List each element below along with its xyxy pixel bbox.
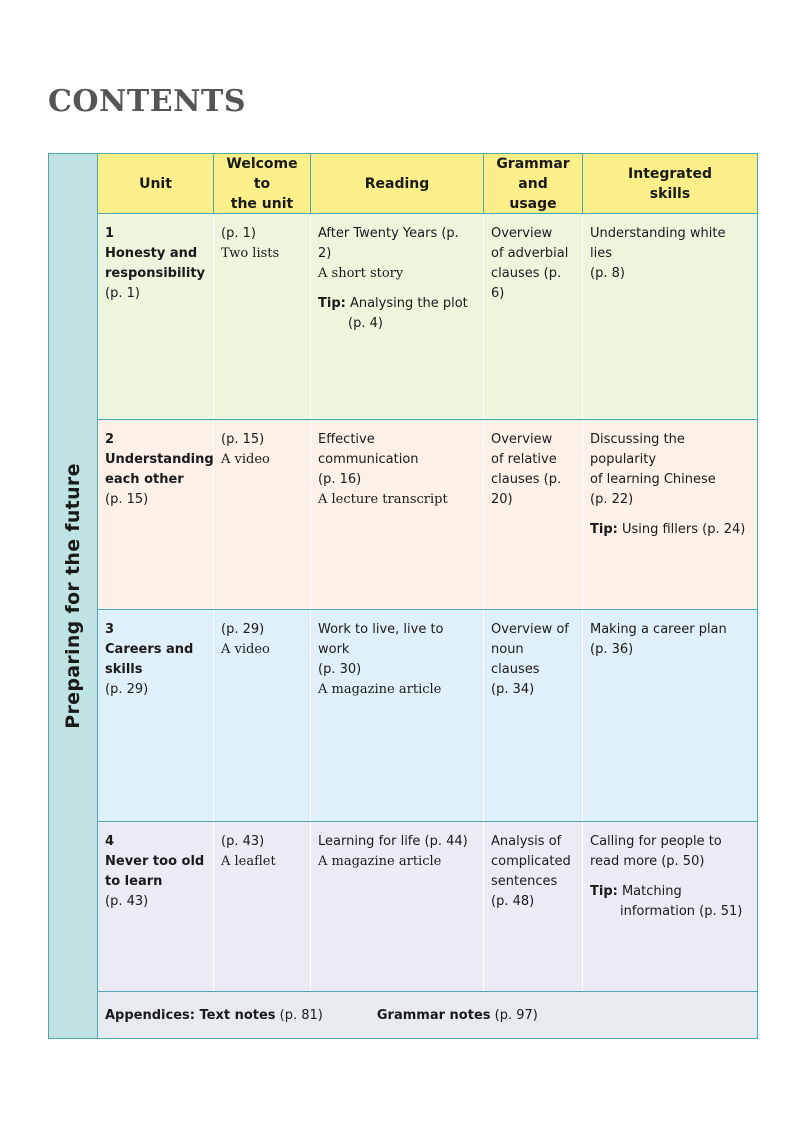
unit-number: 2: [105, 432, 115, 447]
reading-cell: [311, 610, 484, 821]
unit-row-1: [98, 214, 757, 420]
unit-row-4: [98, 822, 757, 992]
grammar-cell: [484, 214, 583, 419]
header-unit-text: Unit: [139, 175, 172, 192]
unit-number: 3: [105, 622, 115, 637]
unit-number: 1: [105, 226, 115, 241]
unit-page: (p. 29): [105, 682, 149, 697]
unit-cell: [98, 420, 214, 609]
unit-name: Honesty and: [105, 246, 198, 261]
reading-title: Effective communication: [318, 432, 419, 467]
reading-cell: [311, 420, 484, 609]
header-welcome-text: Welcome to the unit: [226, 155, 298, 212]
welcome-cell: [214, 420, 311, 609]
tip-label: Tip:: [590, 884, 618, 899]
unit-cell: [98, 822, 214, 991]
reading-cell: [311, 822, 484, 991]
grammar-line: of relative: [491, 452, 557, 467]
tip-text: Using fillers (p. 24): [617, 522, 746, 537]
appendices-row: [98, 992, 757, 1038]
tip-text: Matching: [617, 884, 682, 899]
grammar-line: clauses (p. 20): [491, 472, 562, 507]
unit-name: skills: [105, 662, 143, 677]
side-label: Preparing for the future: [62, 463, 84, 729]
skills-cell: [583, 420, 757, 609]
grammar-notes-page: (p. 97): [490, 1008, 538, 1023]
tip-text: Analysing the plot: [345, 296, 468, 311]
grammar-line: sentences: [491, 874, 558, 889]
skills-line: Making a career plan: [590, 622, 727, 637]
skills-tip: [590, 882, 750, 902]
header-welcome: [214, 154, 311, 213]
header-reading: [311, 154, 484, 213]
skills-line: Calling for people to: [590, 834, 722, 849]
text-notes: Text notes: [194, 1008, 276, 1023]
unit-page: (p. 15): [105, 492, 149, 507]
reading-tip: [318, 294, 476, 314]
reading-title: Work to live, live to work: [318, 622, 444, 657]
header-skills-text: Integrated skills: [628, 165, 712, 202]
tip-text-continued: information (p. 51): [620, 904, 743, 919]
unit-name: Careers and: [105, 642, 194, 657]
welcome-cell: [214, 610, 311, 821]
welcome-text: A video: [221, 642, 270, 657]
grammar-cell: [484, 822, 583, 991]
unit-page: (p. 43): [105, 894, 149, 909]
tip-label: Tip:: [590, 522, 618, 537]
unit-name: Never too old: [105, 854, 205, 869]
unit-name: responsibility: [105, 266, 206, 281]
appendices-label: Appendices:: [105, 1008, 195, 1023]
header-skills: [583, 154, 757, 213]
grammar-line: Overview of: [491, 622, 569, 637]
unit-number: 4: [105, 834, 115, 849]
reading-type: A lecture transcript: [318, 492, 448, 507]
header-grammar-text: Grammar and usage: [496, 155, 570, 212]
reading-title: After Twenty Years (p. 2): [318, 226, 459, 261]
grammar-cell: [484, 610, 583, 821]
skills-tip: [590, 520, 750, 540]
unit-cell: [98, 214, 214, 419]
reading-type: A short story: [318, 266, 404, 281]
unit-name: Understanding: [105, 452, 214, 467]
tip-label: Tip:: [318, 296, 346, 311]
skills-line: (p. 36): [590, 642, 634, 657]
welcome-text: A video: [221, 452, 270, 467]
grammar-line: (p. 34): [491, 682, 535, 697]
grammar-line: clauses (p. 6): [491, 266, 562, 301]
skills-line: (p. 22): [590, 492, 634, 507]
reading-type: A magazine article: [318, 682, 442, 697]
unit-cell: [98, 610, 214, 821]
reading-title: Learning for life (p. 44): [318, 834, 468, 849]
side-band: [49, 154, 98, 1038]
contents-grid: [98, 154, 757, 1038]
welcome-text: A leaflet: [221, 854, 276, 869]
grammar-line: Overview: [491, 432, 553, 447]
grammar-line: Overview: [491, 226, 553, 241]
unit-row-2: [98, 420, 757, 610]
header-reading-text: Reading: [364, 175, 430, 192]
page-title: CONTENTS: [48, 84, 247, 119]
grammar-line: complicated: [491, 854, 571, 869]
welcome-page: (p. 29): [221, 622, 265, 637]
appendices-line: [98, 992, 538, 1038]
skills-line: Discussing the popularity: [590, 432, 685, 467]
welcome-page: (p. 15): [221, 432, 265, 447]
unit-name: to learn: [105, 874, 163, 889]
header-unit: [98, 154, 214, 213]
unit-name: each other: [105, 472, 184, 487]
reading-cell: [311, 214, 484, 419]
welcome-page: (p. 1): [221, 226, 256, 241]
tip-page: (p. 4): [348, 316, 383, 331]
skills-line: of learning Chinese: [590, 472, 716, 487]
skills-line: (p. 8): [590, 266, 625, 281]
text-notes-page: (p. 81): [275, 1008, 323, 1023]
grammar-line: of adverbial: [491, 246, 569, 261]
contents-table: [48, 153, 758, 1039]
welcome-page: (p. 43): [221, 834, 265, 849]
grammar-line: (p. 48): [491, 894, 535, 909]
grammar-cell: [484, 420, 583, 609]
skills-line: read more (p. 50): [590, 854, 705, 869]
welcome-text: Two lists: [221, 246, 280, 261]
unit-row-3: [98, 610, 757, 822]
grammar-notes: Grammar notes: [376, 1008, 491, 1023]
skills-cell: [583, 214, 757, 419]
header-grammar: [484, 154, 583, 213]
skills-line: Understanding white lies: [590, 226, 726, 261]
grammar-line: Analysis of: [491, 834, 562, 849]
reading-page: (p. 16): [318, 472, 362, 487]
unit-page: (p. 1): [105, 286, 140, 301]
grammar-line: noun clauses: [491, 642, 540, 677]
skills-cell: [583, 822, 757, 991]
welcome-cell: [214, 822, 311, 991]
welcome-cell: [214, 214, 311, 419]
header-row: [98, 154, 757, 214]
skills-cell: [583, 610, 757, 821]
reading-type: A magazine article: [318, 854, 442, 869]
reading-page: (p. 30): [318, 662, 362, 677]
